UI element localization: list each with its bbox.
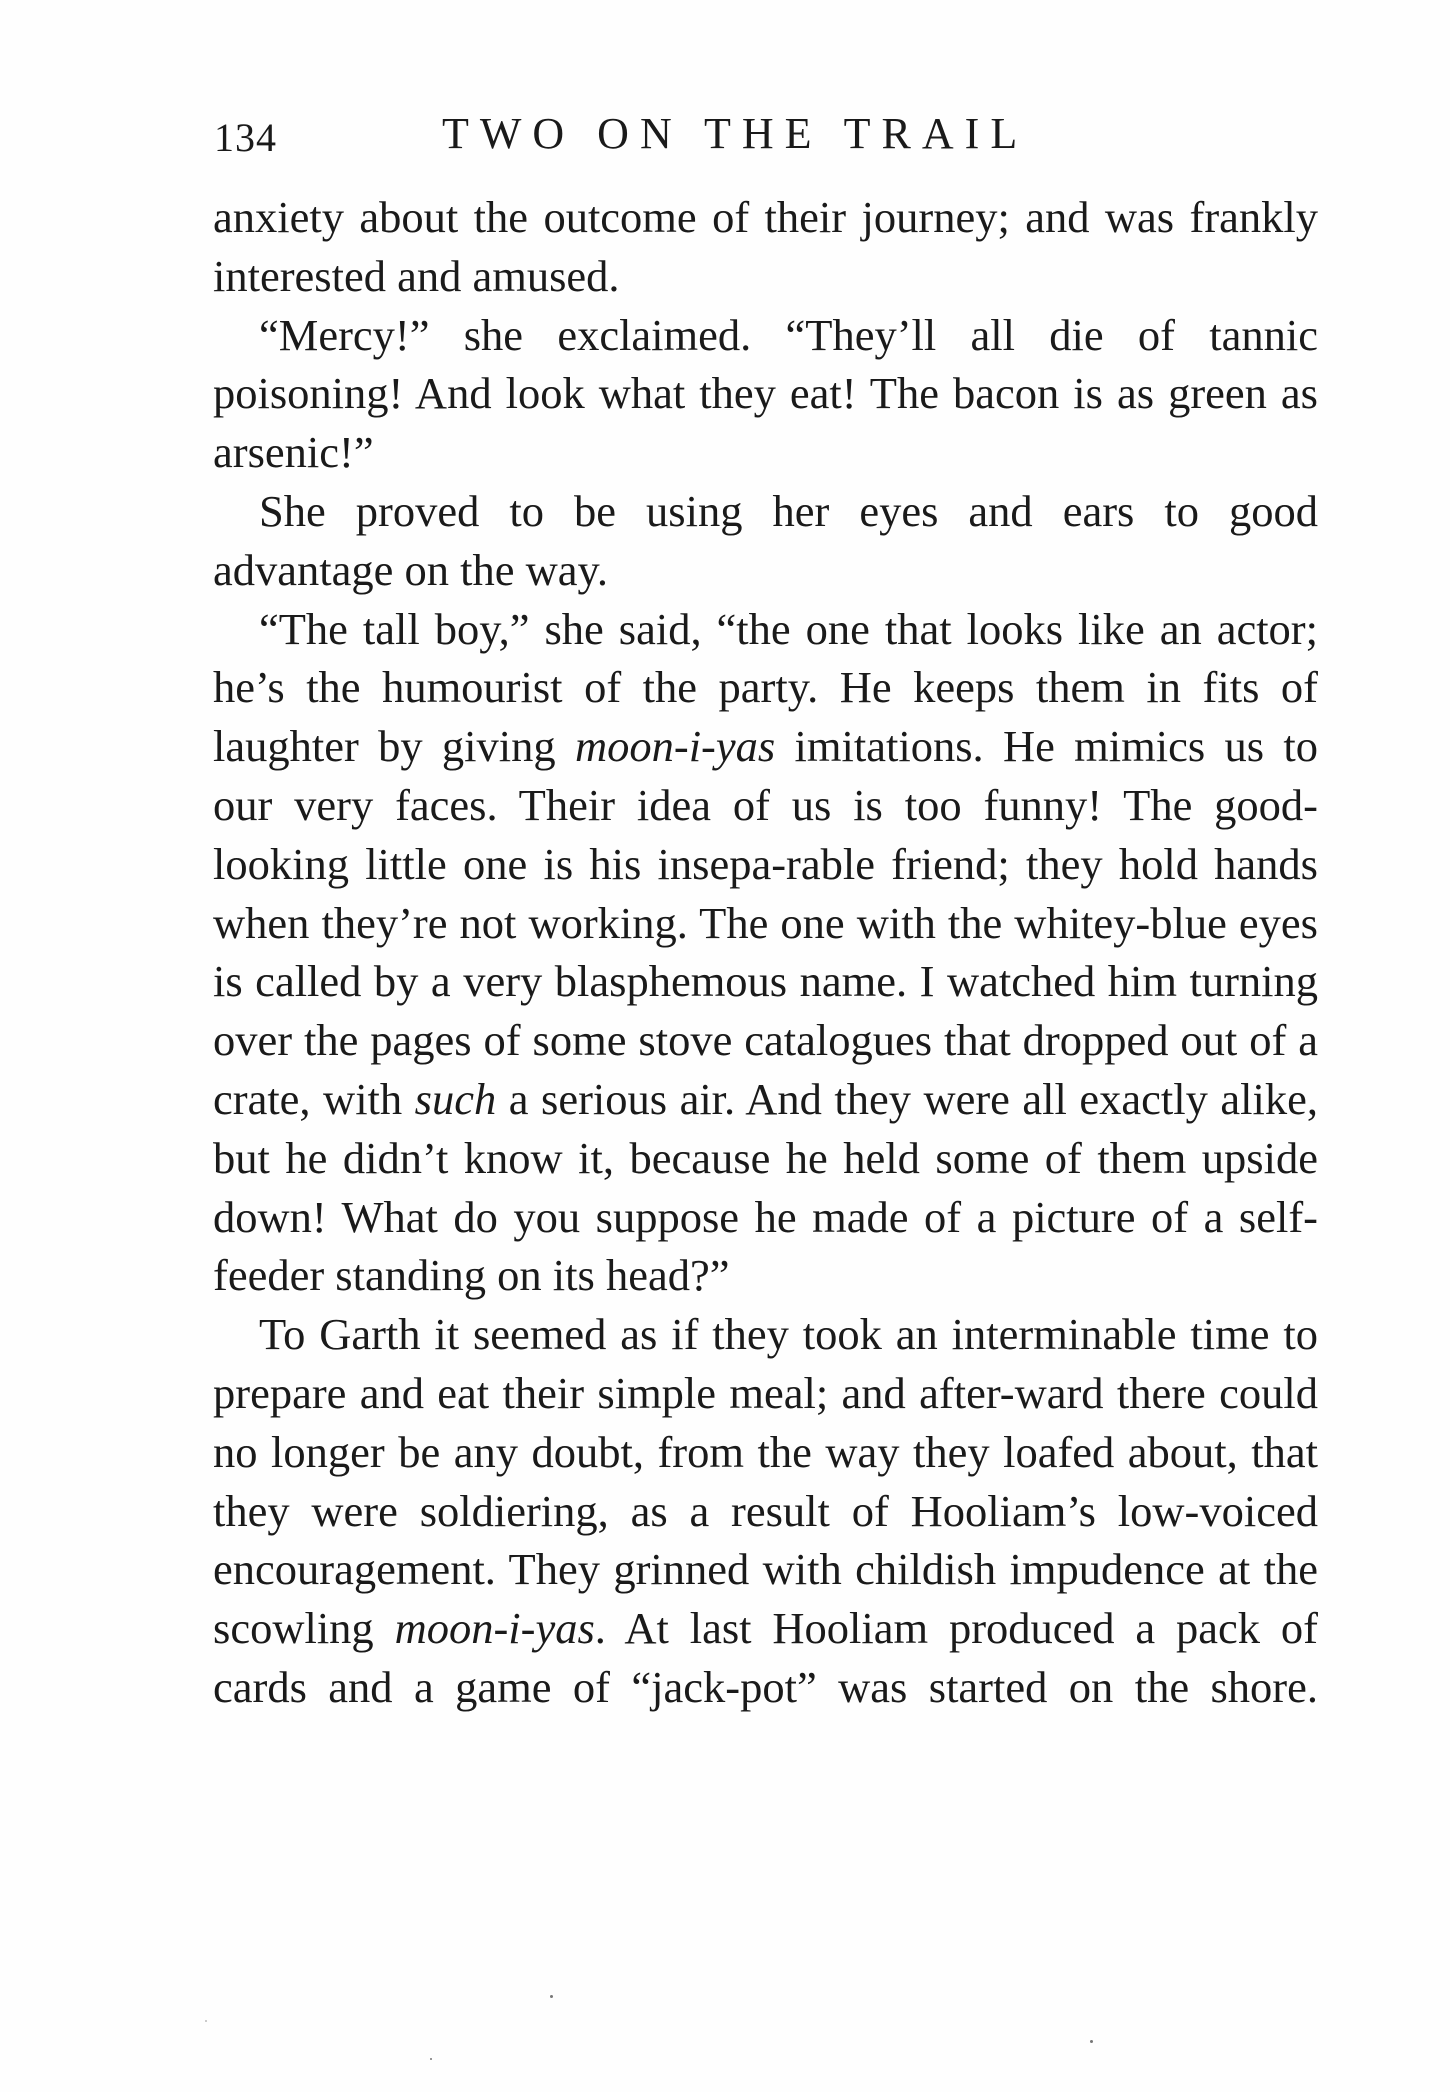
- page-number: 134: [214, 115, 277, 160]
- paper-speck: [430, 2058, 432, 2060]
- page-header: [210, 108, 1320, 168]
- running-title: TWO ON THE TRAIL: [442, 109, 1029, 158]
- paragraph-2: “Mercy!” she exclaimed. “They’ll all die of tannic poisoning! And look what they eat! The bacon is as green as arsenic!”: [213, 309, 1318, 478]
- paper-speck: [1090, 2040, 1093, 2043]
- paper-speck: [205, 2020, 207, 2022]
- italic-emphasis: such: [414, 1073, 497, 1124]
- paper-speck: [550, 1995, 553, 1998]
- paragraph-5-text-c: . At last Hooliam produced a pack of cards and a game of “jack-pot” was started on the shore.: [213, 1603, 1318, 1712]
- paragraph-4-text-e: a serious air. And they were all exactly alike, but he didn’t know it, because he held some of them upside down! What do you suppose he made of a picture of a self-feeder standing on its head?”: [213, 1073, 1318, 1301]
- paragraph-5-text-a: To Garth it seemed as if they took an interminable time to prepare and eat their simple meal; and after-ward there could no longer be any doubt, from the way they loafed about, that they were soldiering, as a result of Hooliam’s low-voiced encouragement. They grinned with childish impudence at the scowling: [213, 1309, 1318, 1654]
- paragraph-3: She proved to be using her eyes and ears to good advantage on the way.: [213, 485, 1318, 595]
- body-text: [213, 188, 1318, 1717]
- italic-term: moon-i-yas: [394, 1603, 595, 1654]
- paragraph-4-text-c: imitations. He mimics us to our very faces. Their idea of us is too funny! The good-looking little one is his insepa-rable friend; they hold hands when they’re not working. The one with the whitey-blue eyes is called by a very blasphemous name. I watched him turning over the pages of some stove catalogues that dropped out of a crate, with: [213, 721, 1319, 1124]
- paragraph-1: anxiety about the outcome of their journey; and was frankly interested and amused.: [213, 192, 1318, 301]
- italic-term: moon-i-yas: [574, 721, 776, 772]
- paragraph-5: [213, 1305, 1318, 1717]
- paragraph-4-text-a: “The tall boy,” she said, “the one that looks like an actor; he’s the humourist of the party. He keeps them in fits of laughter by giving: [213, 603, 1318, 772]
- paragraph-4: [213, 600, 1318, 1306]
